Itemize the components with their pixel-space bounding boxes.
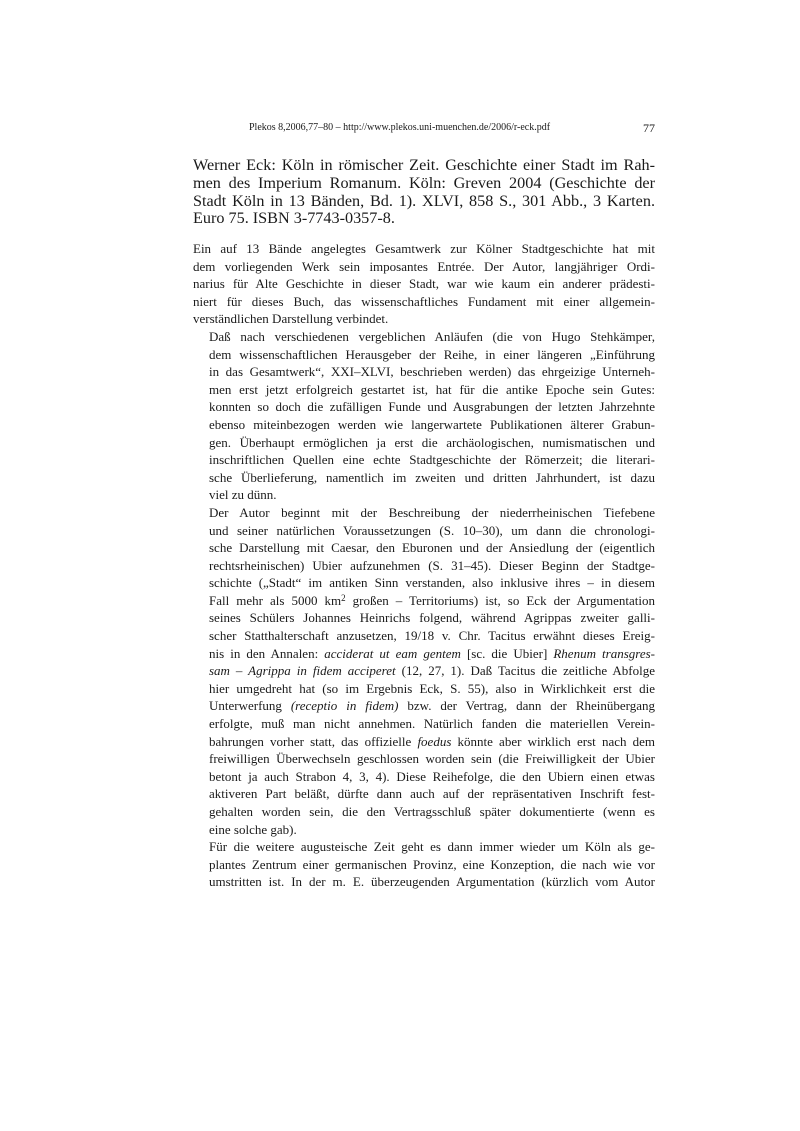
text-run: Unterwerfung xyxy=(209,698,291,714)
latin-quote: sam – Agrippa in fidem acciperet xyxy=(209,663,396,679)
superscript: 2 xyxy=(341,592,346,603)
text-line: Ein auf 13 Bände angelegtes Gesamtwerk zur Kölner Stadtgeschichte hat mit xyxy=(193,241,655,256)
text-line: in das Gesamtwerk“, XXI–XLVI, beschrieben werden) das ehrgeizige Unterneh- xyxy=(209,364,655,380)
text-line: umstritten ist. In der m. E. überzeugenden Argumentation (kürzlich vom Autor xyxy=(209,874,655,890)
latin-quote: acciderat ut eam gentem xyxy=(324,645,461,661)
text-line: plantes Zentrum einer germanischen Provinz, eine Konzeption, die nach wie vor xyxy=(209,856,655,872)
text-run: [sc. die Ubier] xyxy=(460,645,554,661)
text-run: bahrungen vorher statt, das offizielle xyxy=(209,733,418,749)
text-line xyxy=(193,733,655,751)
text-line: sche Überlieferung, namentlich im zweiten und dritten Jahrhundert, ist dazu xyxy=(209,469,655,485)
text-line xyxy=(193,645,655,663)
title-line: men des Imperium Romanum. Köln: Greven 2004 (Geschichte der xyxy=(193,173,655,192)
review-body xyxy=(193,240,655,891)
text-line: ebenso miteinbezogen werden wie langerwartete Publikationen älterer Grabun- xyxy=(209,416,655,432)
text-line: Für die weitere augusteische Zeit geht es dann immer wieder um Köln als ge- xyxy=(209,839,655,855)
text-line: seines Schülers Johannes Heinrichs folgend, während Agrippas zweiter galli- xyxy=(209,610,655,626)
text-line: erfolgte, muß man nicht annehmen. Natürlich fanden die materiellen Verein- xyxy=(209,716,655,732)
latin-term: (receptio in fidem) xyxy=(290,698,399,714)
text-line: konnten so doch die zufälligen Funde und Ausgrabungen der letzten Jahrzehnte xyxy=(209,399,655,415)
text-line: niert für dieses Buch, das wissenschaftliches Fundament mit einer allgemein- xyxy=(193,293,655,309)
latin-quote: Rhenum transgres- xyxy=(553,645,655,661)
book-title xyxy=(193,157,655,228)
text-line xyxy=(193,697,655,715)
text-line: betont ja auch Strabon 4, 3, 4). Diese Reihefolge, die den Ubiern einen etwas xyxy=(209,768,655,784)
text-line xyxy=(193,662,655,680)
text-run: nis in den Annalen: xyxy=(209,645,325,661)
text-run: (12, 27, 1). Daß Tacitus die zeitliche Abfolge xyxy=(395,663,656,679)
text-line: scher Statthalterschaft anzusetzen, 19/18 v. Chr. Tacitus erwähnt dieses Ereig- xyxy=(209,628,655,644)
text-line: rechtsrheinischen) Ubier aufzunehmen (S. 31–45). Dieser Beginn der Stadtge- xyxy=(209,557,655,573)
paragraph-3 xyxy=(193,504,655,838)
text-line: viel zu dünn. xyxy=(209,487,277,503)
text-line xyxy=(193,592,655,610)
text-line: hier umgedreht hat (so im Ergebnis Eck, S. 55), also in Wirklichkeit erst die xyxy=(209,680,655,696)
text-line: und seiner natürlichen Voraussetzungen (S. 10–30), um dann die chronologi- xyxy=(209,522,655,538)
title-line: Stadt Köln in 13 Bänden, Bd. 1). XLVI, 858 S., 301 Abb., 3 Karten. xyxy=(193,191,655,210)
text-line: dem wissenschaftlichen Herausgeber der Reihe, in einer längeren „Einführung xyxy=(209,346,655,362)
paragraph-4 xyxy=(193,838,655,891)
text-line: dem vorliegenden Werk sein imposantes Entrée. Der Autor, langjähriger Ordi- xyxy=(193,258,655,274)
text-line: eine solche gab). xyxy=(209,821,297,837)
text-line: gehalten worden sein, die den Vertragsschluß später dokumentierte (wenn es xyxy=(209,804,655,819)
text-line: inschriftlichen Quellen eine echte Stadtgeschichte der Römerzeit; die literari- xyxy=(209,452,655,468)
text-line: men erst jetzt erfolgreich gestartet ist, hat für die antike Epoche sein Gutes: xyxy=(209,381,655,397)
text-line: schichte („Stadt“ im antiken Sinn verstanden, also inklusive ihres – in diesem xyxy=(209,575,655,591)
page-number: 77 xyxy=(643,121,655,135)
text-line: narius für Alte Geschichte in dieser Stadt, war wie kaum ein anderer prädesti- xyxy=(193,276,655,292)
text-line: sche Darstellung mit Caesar, den Eburonen und der Ansiedlung der (eigentlich xyxy=(209,540,655,556)
header-source: Plekos 8,2006,77–80 – http://www.plekos.uni-muenchen.de/2006/r-eck.pdf xyxy=(249,122,551,133)
running-header xyxy=(193,121,655,135)
text-line: Daß nach verschiedenen vergeblichen Anläufen (die von Hugo Stehkämper, xyxy=(209,328,655,344)
text-run: großen – Territoriums) ist, so Eck der Argumentation xyxy=(345,592,655,608)
text-line: freiwilligen Überwechseln geschlossen worden sein (die Freiwilligkeit der Ubier xyxy=(209,751,655,767)
text-line: aktiveren Part beläßt, dürfte dann auch auf der repräsentativen Inschrift fest- xyxy=(209,786,655,802)
text-run: könnte aber wirklich erst nach dem xyxy=(451,733,655,749)
paragraph-2 xyxy=(193,328,655,504)
title-line: Euro 75. ISBN 3-7743-0357-8. xyxy=(193,209,395,228)
text-run: bzw. der Vertrag, dann der Rheinübergang xyxy=(398,698,656,714)
title-line: Werner Eck: Köln in römischer Zeit. Geschichte einer Stadt im Rah- xyxy=(193,156,655,174)
text-line: Der Autor beginnt mit der Beschreibung der niederrheinischen Tiefebene xyxy=(209,504,655,520)
text-line: gen. Überhaupt ermöglichen ja erst die archäologischen, numismatischen und xyxy=(209,434,655,450)
text-run: Fall mehr als 5000 km xyxy=(209,592,342,608)
text-line: verständlichen Darstellung verbindet. xyxy=(193,311,389,327)
paragraph-1 xyxy=(193,240,655,328)
latin-term: foedus xyxy=(417,733,452,749)
